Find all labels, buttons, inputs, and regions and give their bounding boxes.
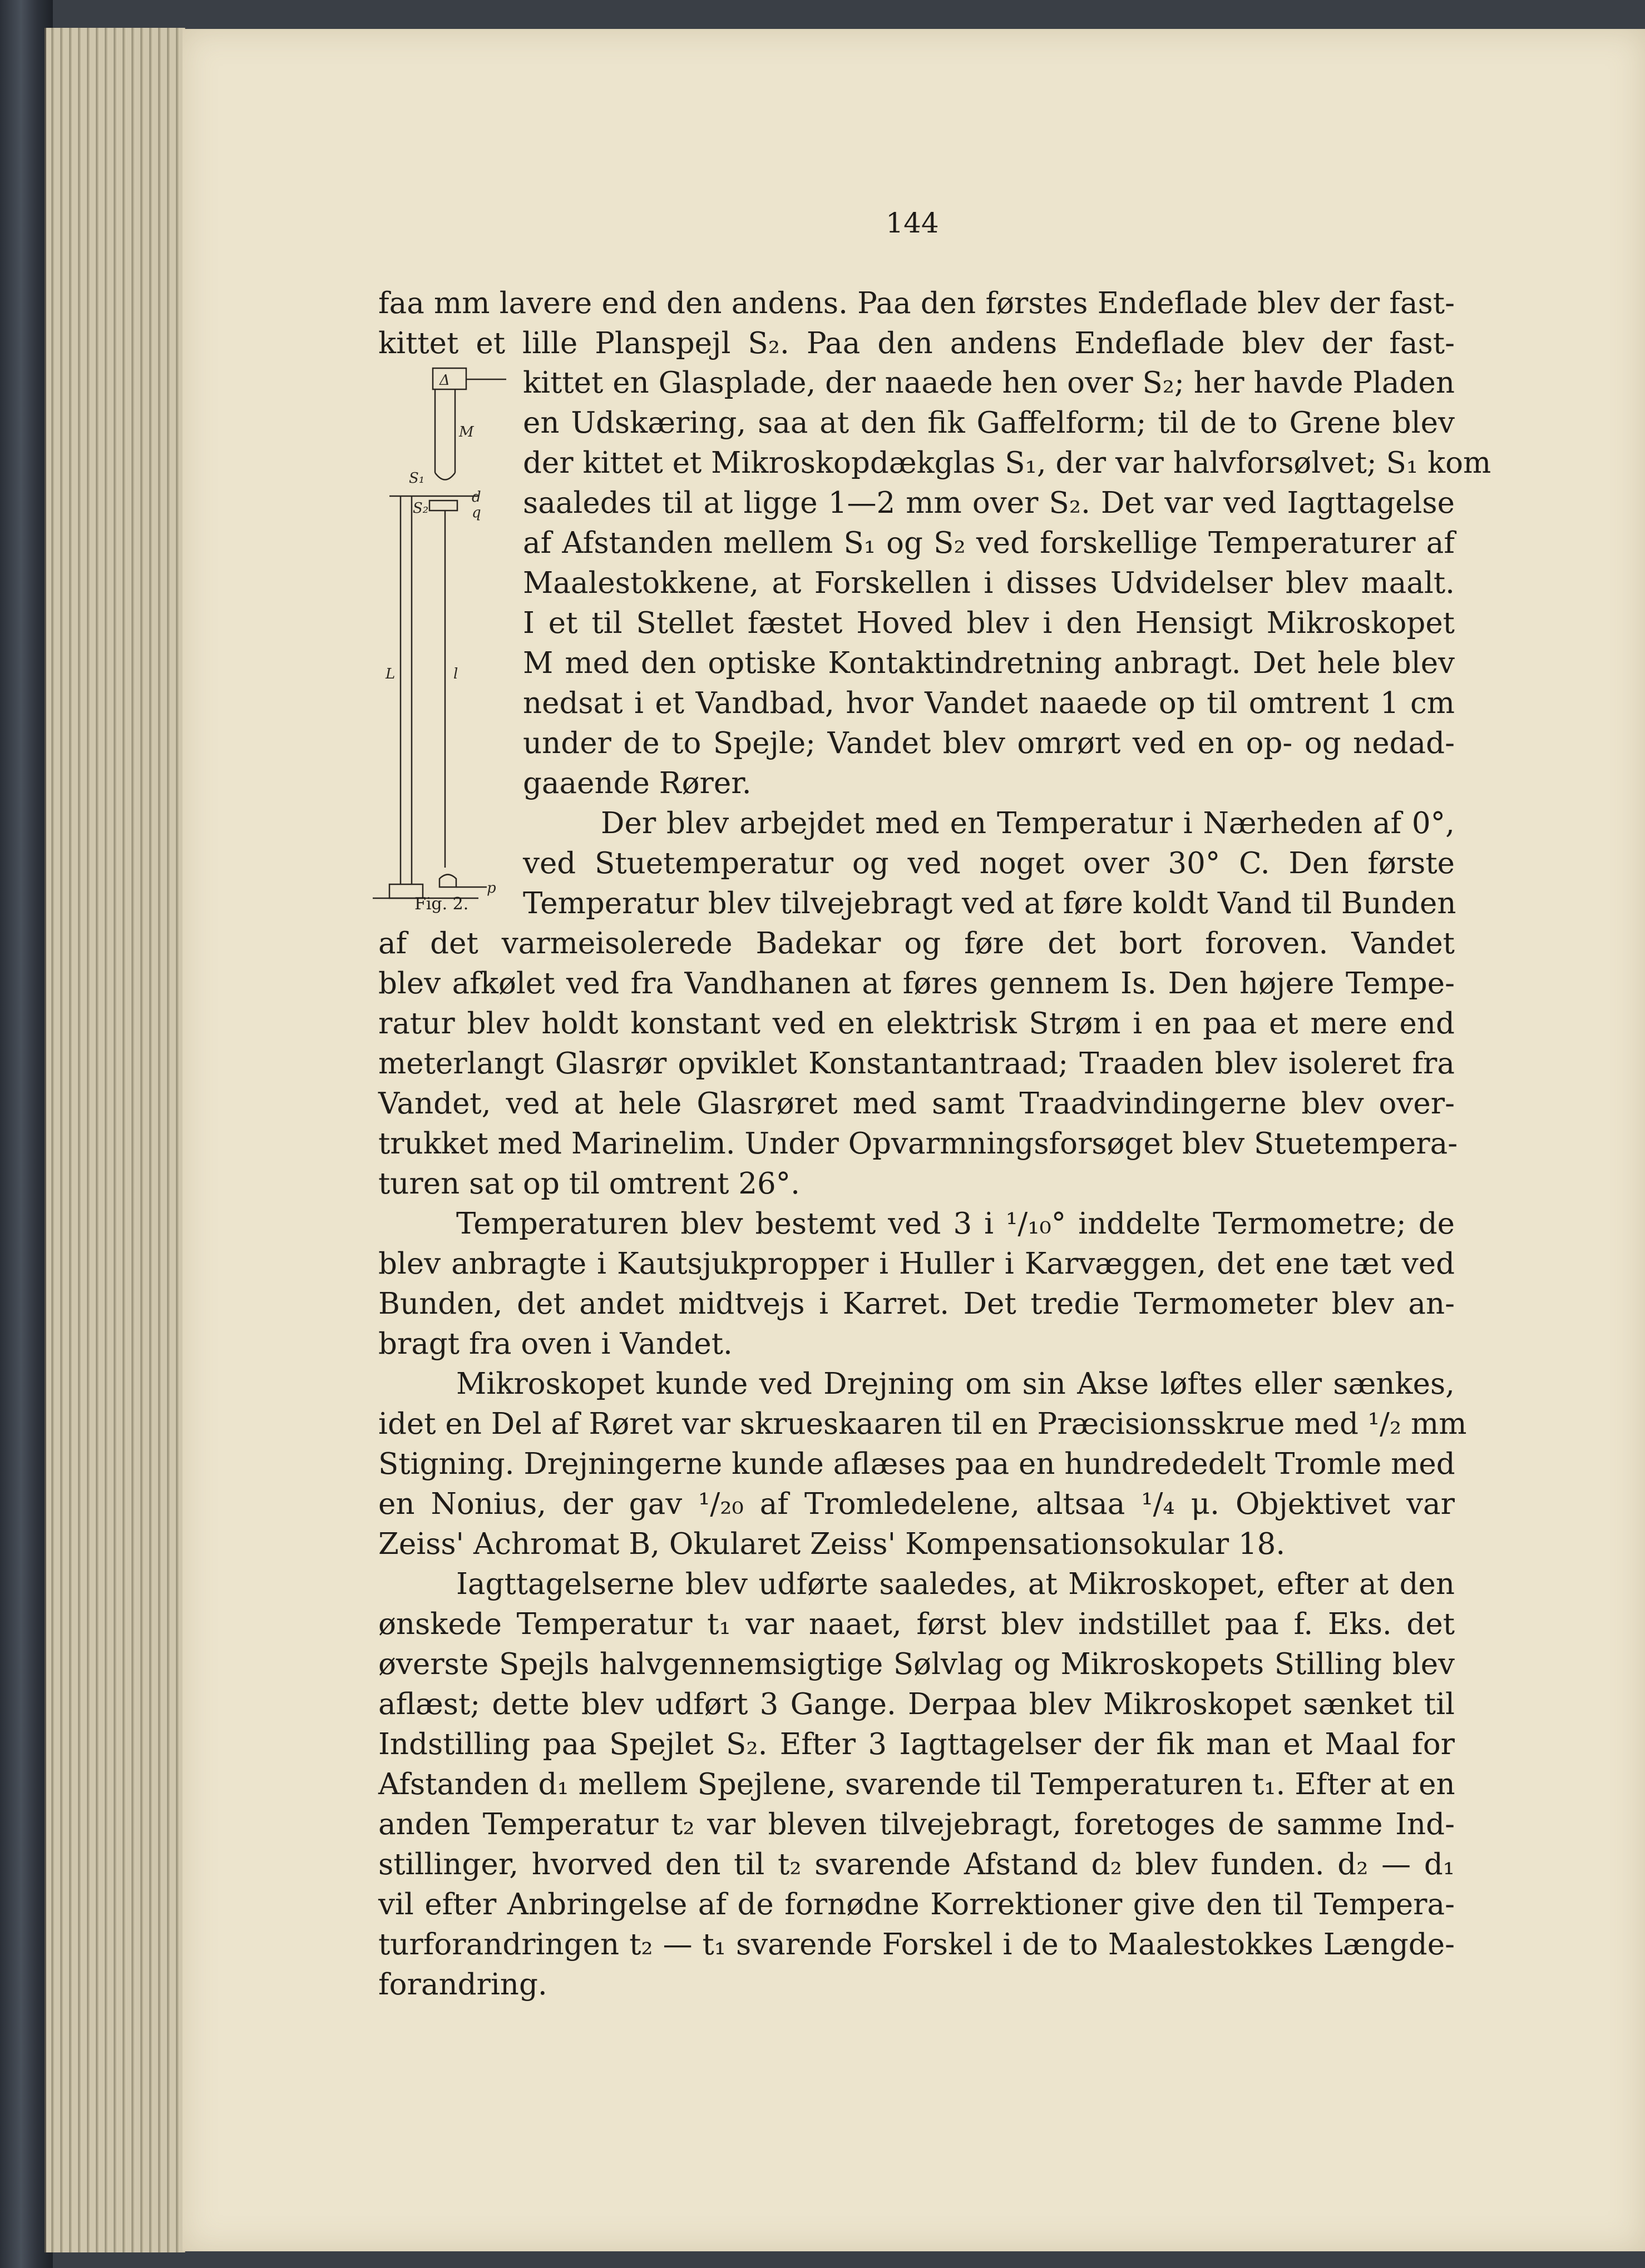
text-line: ved Stuetemperatur og ved noget over 30° C. Den første (523, 846, 1455, 880)
paragraph-4 (378, 1364, 1467, 1564)
label-delta: Δ (439, 372, 450, 389)
text-line: idet en Del af Røret var skrueskaaren til en Præcisionsskrue med ¹/₂ mm (378, 1407, 1467, 1441)
text-line: Indstilling paa Spejlet S₂. Efter 3 Iagttagelser der fik man et Maal for (378, 1727, 1455, 1761)
text-line: kittet et lille Planspejl S₂. Paa den andens Endeflade blev der fast- (378, 326, 1455, 360)
text-line: stillinger, hvorved den til t₂ svarende Afstand d₂ blev funden. d₂ — d₁ (378, 1848, 1455, 1881)
text-line: trukket med Marinelim. Under Opvarmningsforsøget blev Stuetempera- (378, 1127, 1458, 1161)
text-line: Stigning. Drejningerne kunde aflæses paa en hundrededelt Tromle med (378, 1447, 1455, 1481)
label-p: p (487, 880, 496, 897)
text-line: Afstanden d₁ mellem Spejlene, svarende til Temperaturen t₁. Efter at en (378, 1767, 1455, 1801)
text-line: I et til Stellet fæstet Hoved blev i den Hensigt Mikroskopet (523, 606, 1455, 640)
text-line: der kittet et Mikroskopdækglas S₁, der var halvforsølvet; S₁ kom (523, 446, 1491, 480)
text-line: øverste Spejls halvgennemsigtige Sølvlag og Mikroskopets Stilling blev (378, 1647, 1455, 1681)
text-line: vil efter Anbringelse af de fornødne Korrektioner give den til Tempera- (378, 1888, 1455, 1922)
text-line: turen sat op til omtrent 26°. (378, 1167, 801, 1201)
text-line: en Nonius, der gav ¹/₂₀ af Tromledelene, altsaa ¹/₄ μ. Objektivet var (378, 1487, 1455, 1521)
text-line: under de to Spejle; Vandet blev omrørt ved en op- og nedad- (523, 726, 1455, 760)
text-line: af det varmeisolerede Badekar og føre det bort foroven. Vandet (378, 927, 1455, 960)
page-edges (45, 28, 185, 2252)
text-line: Mikroskopet kunde ved Drejning om sin Akse løftes eller sænkes, (456, 1367, 1455, 1401)
text-line: Zeiss' Achromat B, Okularet Zeiss' Kompensationsokular 18. (378, 1527, 1286, 1561)
text-line: anden Temperatur t₂ var bleven tilvejebragt, foretoges de samme Ind- (378, 1808, 1455, 1841)
label-l: l (453, 666, 458, 682)
text-line: nedsat i et Vandbad, hvor Vandet naaede op til omtrent 1 cm (523, 686, 1455, 720)
text-line: forandring. (378, 1968, 547, 2002)
text-line: Temperatur blev tilvejebragt ved at føre koldt Vand til Bunden (523, 887, 1456, 920)
label-L: L (386, 666, 396, 682)
label-d: d (472, 489, 481, 506)
text-line: Bunden, det andet midtvejs i Karret. Det tredie Termometer blev an- (378, 1287, 1455, 1321)
text-line: meterlangt Glasrør opviklet Konstantantraad; Traaden blev isoleret fra (378, 1047, 1455, 1081)
paragraph-3 (378, 1204, 1455, 1364)
text-line: saaledes til at ligge 1—2 mm over S₂. Det var ved Iagttagelse (523, 486, 1455, 520)
text-line: en Udskæring, saa at den fik Gaffelform; til de to Grene blev (523, 406, 1455, 440)
label-S1: S₁ (409, 470, 425, 487)
text-line: ratur blev holdt konstant ved en elektrisk Strøm i en paa et mere end (378, 1007, 1455, 1041)
text-line: faa mm lavere end den andens. Paa den førstes Endeflade blev der fast- (378, 286, 1455, 320)
paragraph-2-full (378, 924, 1458, 1204)
paragraph-1-wrap (523, 363, 1491, 804)
text-line: Temperaturen blev bestemt ved 3 i ¹/₁₀° inddelte Termometre; de (456, 1207, 1455, 1241)
paragraph-2-wrap (523, 804, 1455, 924)
text-line: Der blev arbejdet med en Temperatur i Nærheden af 0°, (601, 806, 1455, 840)
text-line: Vandet, ved at hele Glasrøret med samt Traadvindingerne blev over- (378, 1087, 1455, 1121)
text-line: gaaende Rører. (523, 766, 752, 800)
paragraph-5 (378, 1564, 1455, 2005)
label-q: q (472, 504, 481, 521)
text-line: bragt fra oven i Vandet. (378, 1327, 733, 1361)
text-line: ønskede Temperatur t₁ var naaet, først blev indstillet paa f. Eks. det (378, 1607, 1455, 1641)
text-line: blev anbragte i Kautsjukpropper i Huller i Karvæggen, det ene tæt ved (378, 1247, 1455, 1281)
paragraph-1-top (378, 284, 1455, 364)
text-line: Maalestokkene, at Forskellen i disses Udvidelser blev maalt. (523, 566, 1455, 600)
text-line: M med den optiske Kontaktindretning anbragt. Det hele blev (523, 646, 1455, 680)
text-line: turforandringen t₂ — t₁ svarende Forskel i de to Maalestokkes Længde- (378, 1928, 1455, 1962)
figure-2-diagram (367, 367, 512, 915)
figure-caption: Fig. 2. (414, 894, 469, 914)
text-line: af Afstanden mellem S₁ og S₂ ved forskellige Temperaturer af (523, 526, 1455, 560)
text-line: aflæst; dette blev udført 3 Gange. Derpaa blev Mikroskopet sænket til (378, 1687, 1455, 1721)
text-line: kittet en Glasplade, der naaede hen over S₂; her havde Pladen (523, 366, 1455, 400)
page-number: 144 (886, 207, 939, 239)
text-line: blev afkølet ved fra Vandhanen at føres gennem Is. Den højere Tempe- (378, 967, 1455, 1001)
label-M: M (459, 424, 474, 440)
text-line: Iagttagelserne blev udførte saaledes, at Mikroskopet, efter at den (456, 1567, 1455, 1601)
label-S2: S₂ (413, 500, 429, 517)
